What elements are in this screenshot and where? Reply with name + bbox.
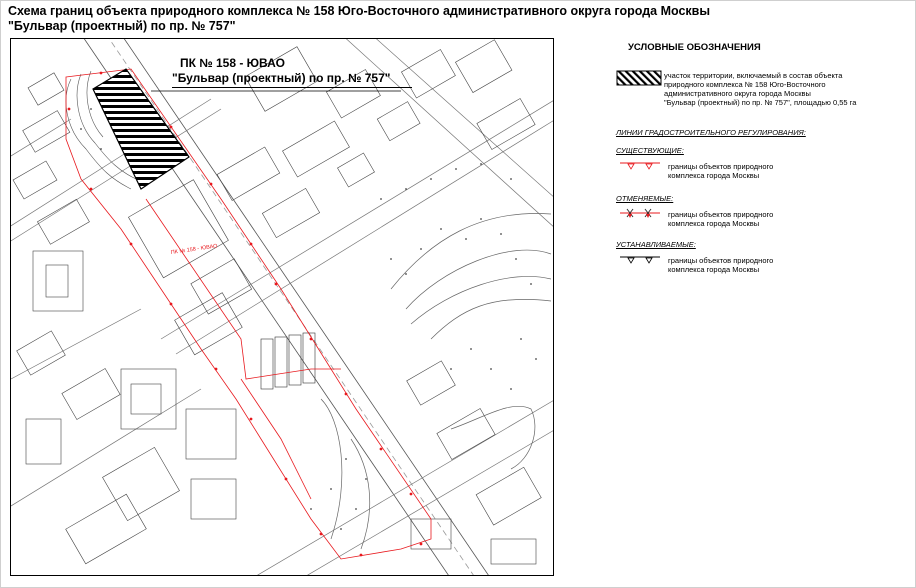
hatch-text-line: административного округа города Москвы [664, 89, 811, 98]
map-canvas [11, 39, 553, 575]
garage-rows [261, 333, 315, 389]
existing-text-line: комплекса города Москвы [668, 171, 760, 180]
title-line-1: Схема границ объекта природного комплекса № 158 Юго-Восточного административного округа города Москвы [8, 4, 711, 18]
established-description [668, 256, 773, 274]
title-line-2: "Бульвар (проектный) по пр. № 757" [8, 19, 236, 33]
existing-description [668, 162, 773, 180]
callout-line-2: "Бульвар (проектный) по пр. № 757" [172, 71, 412, 88]
established-text-line: границы объектов природного [668, 256, 774, 265]
hatch-description [664, 71, 856, 107]
hatch-sample-icon [616, 70, 662, 86]
hatch-text-line: "Бульвар (проектный) по пр. № 757", площадью 0,55 га [664, 98, 857, 107]
map-view[interactable] [10, 38, 554, 576]
cancelled-description [668, 210, 773, 228]
lines-heading: ЛИНИИ ГРАДОСТРОИТЕЛЬНОГО РЕГУЛИРОВАНИЯ: [616, 128, 806, 137]
established-boundary-icon [618, 253, 662, 265]
existing-boundary-icon [618, 159, 662, 171]
cancelled-text-line: границы объектов природного [668, 210, 774, 219]
map-label: ПК № 158 - ЮВАО [170, 243, 218, 256]
cancelled-text-line: комплекса города Москвы [668, 219, 760, 228]
cancelled-boundary-icon [618, 206, 662, 220]
hatch-text-line: участок территории, включаемый в состав объекта [664, 71, 843, 80]
callout-line-1: ПК № 158 - ЮВАО [180, 56, 285, 70]
established-heading: УСТАНАВЛИВАЕМЫЕ: [616, 240, 696, 249]
legend-title: УСЛОВНЫЕ ОБОЗНАЧЕНИЯ [628, 42, 761, 53]
legend [612, 40, 908, 274]
existing-heading: СУЩЕСТВУЮЩИЕ: [616, 146, 684, 155]
existing-text-line: границы объектов природного [668, 162, 774, 171]
map-callout [172, 56, 412, 88]
buildings [13, 40, 541, 564]
cancelled-heading: ОТМЕНЯЕМЫЕ: [616, 194, 674, 203]
page-title [8, 4, 908, 34]
hatch-text-line: природного комплекса № 158 Юго-Восточного [664, 80, 826, 89]
established-text-line: комплекса города Москвы [668, 265, 760, 274]
